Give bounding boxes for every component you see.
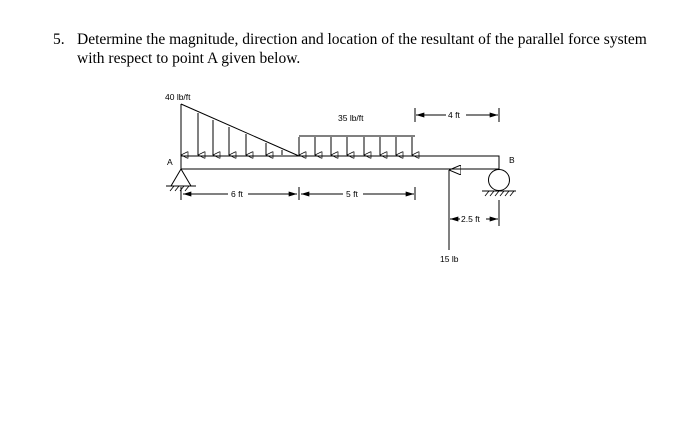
problem-number: 5.	[53, 31, 65, 48]
uniform-load-label: 35 lb/ft	[338, 113, 364, 123]
roller-support-b	[482, 170, 516, 197]
beam	[181, 156, 499, 169]
dimension-5ft-label: 5 ft	[346, 189, 358, 199]
point-b-label: B	[509, 155, 515, 165]
dimension-2-5ft-label: 2.5 ft	[461, 214, 480, 224]
uniform-load	[299, 136, 415, 155]
point-a-label: A	[167, 157, 173, 167]
triangular-load	[181, 104, 299, 156]
problem-text: Determine the magnitude, direction and location of the resultant of the parallel force system with respect to point A given below.	[77, 31, 647, 67]
dimension-5ft	[301, 187, 415, 200]
dimension-6ft-label: 6 ft	[231, 189, 243, 199]
triangular-load-label: 40 lb/ft	[165, 92, 191, 102]
dimension-4ft-label: 4 ft	[448, 110, 460, 120]
point-load-label: 15 lb	[440, 254, 459, 264]
